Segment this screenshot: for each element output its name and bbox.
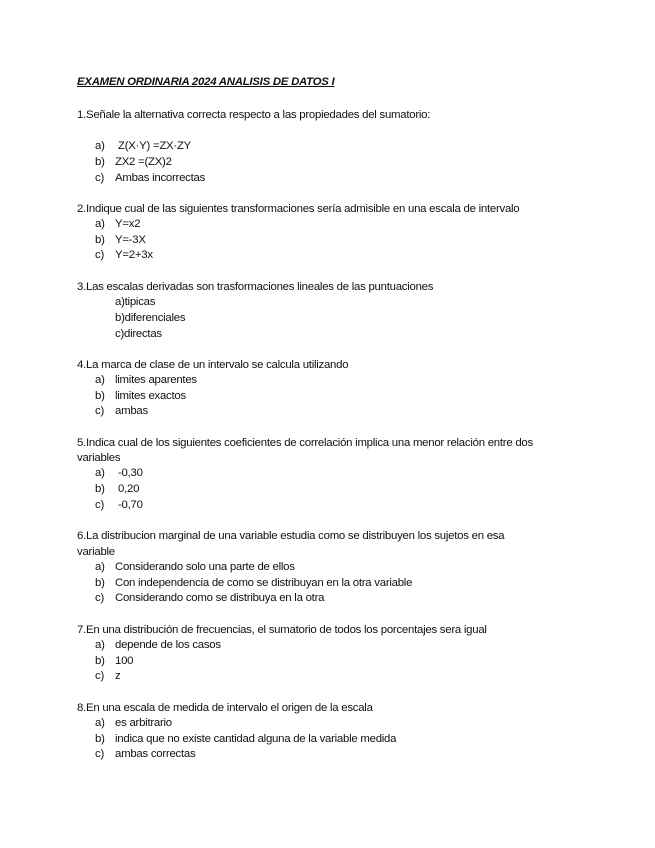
q2-option-a-letter: a) — [95, 218, 105, 230]
q7-option-c-letter: c) — [95, 670, 104, 682]
q7-option-b-text: 100 — [115, 655, 134, 667]
q1-option-b-text: ZX2 =(ZX)2 — [115, 156, 172, 168]
question-5-text-continued: variables — [77, 452, 121, 464]
q5-option-c-letter: c) — [95, 499, 104, 511]
q6-option-a-letter: a) — [95, 561, 105, 573]
question-8-text: 8.En una escala de medida de intervalo el origen de la escala — [77, 702, 373, 714]
page-title: EXAMEN ORDINARIA 2024 ANALISIS DE DATOS I — [77, 76, 335, 88]
q5-option-b-letter: b) — [95, 483, 105, 495]
q7-option-a-letter: a) — [95, 639, 105, 651]
q6-option-b-letter: b) — [95, 577, 105, 589]
q5-option-a-letter: a) — [95, 467, 105, 479]
q4-option-a-text: limites aparentes — [115, 374, 197, 386]
q2-option-c-text: Y=2+3x — [115, 249, 153, 261]
q8-option-b-text: indica que no existe cantidad alguna de la variable medida — [115, 733, 397, 745]
q3-option-a: a)tipicas — [115, 296, 156, 308]
q1-option-c-text: Ambas incorrectas — [115, 172, 206, 184]
q8-option-c-text: ambas correctas — [115, 748, 196, 760]
q7-option-a-text: depende de los casos — [115, 639, 221, 651]
question-3-text: 3.Las escalas derivadas son trasformaciones lineales de las puntuaciones — [77, 281, 434, 293]
q7-option-b-letter: b) — [95, 655, 105, 667]
q2-option-c-letter: c) — [95, 249, 104, 261]
q6-option-a-text: Considerando solo una parte de ellos — [115, 561, 295, 573]
q1-option-a-text: Z(X·Y) =ZX·ZY — [118, 140, 192, 152]
q4-option-c-letter: c) — [95, 405, 104, 417]
q1-option-c-letter: c) — [95, 172, 104, 184]
q3-option-c: c)directas — [115, 328, 162, 340]
q6-option-c-letter: c) — [95, 592, 104, 604]
q4-option-b-letter: b) — [95, 390, 105, 402]
q4-option-b-text: limites exactos — [115, 390, 186, 402]
q2-option-b-letter: b) — [95, 234, 105, 246]
q5-option-c-text: -0,70 — [118, 499, 143, 511]
q6-option-b-text: Con independencia de como se distribuyan en la otra variable — [115, 577, 413, 589]
q1-option-a-letter: a) — [95, 140, 105, 152]
question-7-text: 7.En una distribución de frecuencias, el sumatorio de todos los porcentajes sera igual — [77, 624, 487, 636]
question-4-text: 4.La marca de clase de un intervalo se calcula utilizando — [77, 359, 349, 371]
question-1-text: 1.Señale la alternativa correcta respecto a las propiedades del sumatorio: — [77, 109, 431, 121]
q4-option-c-text: ambas — [115, 405, 148, 417]
q8-option-b-letter: b) — [95, 733, 105, 745]
question-2-text: 2.Indique cual de las siguientes transformaciones sería admisible en una escala de intervalo — [77, 203, 520, 215]
q2-option-b-text: Y=-3X — [115, 234, 146, 246]
q8-option-a-text: es arbitrario — [115, 717, 172, 729]
q5-option-b-text: 0,20 — [118, 483, 140, 495]
q8-option-c-letter: c) — [95, 748, 104, 760]
q6-option-c-text: Considerando como se distribuya en la otra — [115, 592, 325, 604]
question-6-text-continued: variable — [77, 546, 115, 558]
question-6-text: 6.La distribucion marginal de una variable estudia como se distribuyen los sujetos en esa — [77, 530, 505, 542]
q2-option-a-text: Y=x2 — [115, 218, 141, 230]
q7-option-c-text: z — [115, 670, 121, 682]
q3-option-b: b)diferenciales — [115, 312, 186, 324]
q4-option-a-letter: a) — [95, 374, 105, 386]
q8-option-a-letter: a) — [95, 717, 105, 729]
q1-option-b-letter: b) — [95, 156, 105, 168]
q5-option-a-text: -0,30 — [118, 467, 143, 479]
question-5-text: 5.Indica cual de los siguientes coeficientes de correlación implica una menor relación entre dos — [77, 437, 533, 449]
